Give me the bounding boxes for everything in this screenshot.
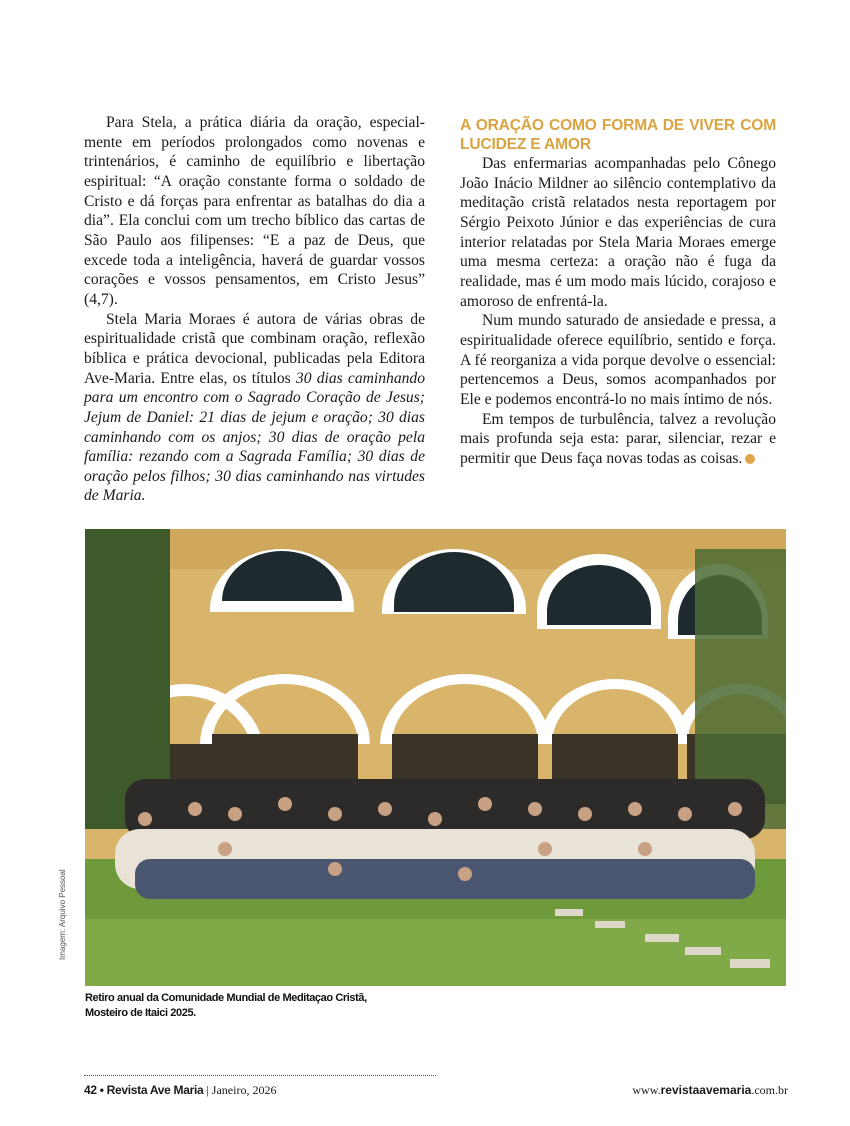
caption-line: Mosteiro de Itaici 2025.: [85, 1007, 196, 1019]
paragraph-text: Stela Maria Moraes é autora de várias obras de espiritualidade cristã que combinam oração, reflexão bíblica e prática devocional, publicadas pela Editora Ave-Maria. Entre elas, os títulos: [84, 310, 425, 387]
footer-divider: [84, 1075, 436, 1076]
url-brand: revistaavemaria: [660, 1083, 752, 1097]
photo-caption: [85, 991, 367, 1021]
magazine-name: Revista Ave Maria: [106, 1083, 204, 1097]
page-number: 42: [84, 1083, 97, 1097]
caption-line: Retiro anual da Comunidade Mundial de Meditaçao Cristã,: [85, 992, 367, 1004]
paragraph: [460, 410, 776, 469]
issue-date: Janeiro, 2026: [211, 1083, 277, 1097]
book-titles: 30 dias caminhando para um encontro com o Sagrado Coração de Jesus; Jejum de Daniel: 21 dias de jejum e oração; 30 dias caminhando com os anjos; 30 dias de oração pela família: rezando com a Sagrada Família; 30 dias de oração pelos filhos; 30 dias caminhando nas virtudes de Maria.: [84, 369, 426, 505]
paragraph-text: Em tempos de turbulência, talvez a revolução mais profunda seja esta: parar, silenciar, rezar e permitir que Deus faça novas todas as coisas.: [460, 410, 776, 467]
paragraph: [84, 310, 425, 507]
right-column: [460, 116, 776, 469]
left-column: [84, 113, 425, 506]
group-photo: [85, 529, 786, 986]
paragraph: Das enfermarias acompanhadas pelo Cônego João Inácio Mildner ao silêncio contemplativo da meditação cristã relatados nesta reportagem por Sérgio Peixoto Júnior e das experiências de cura interior relatadas por Stela Maria Moraes emerge uma mesma certeza: a oração não é fuga da realidade, mas é um modo mais lúcido, corajoso e amoroso de enfrentá-la.: [460, 155, 776, 310]
end-mark-icon: [745, 454, 755, 464]
photo-credit: Imagem: Arquivo Pessoal: [58, 869, 67, 960]
url-suffix: .com.br: [751, 1083, 788, 1097]
paragraph: Num mundo saturado de ansiedade e pressa, a espiritualidade oferece equilíbrio, sentido e força. A fé reorganiza a vida porque devolve o essencial: pertencemos a Deus, somos acompanhados por Ele e podemos encontrá-lo no mais íntimo de nós.: [460, 312, 776, 408]
website-url: [632, 1083, 788, 1098]
section-heading: A ORAÇÃO COMO FORMA DE VIVER COM LUCIDEZ E AMOR: [460, 117, 776, 153]
paragraph: Para Stela, a prática diária da oração, especialmente em períodos prolongados como novenas e trintenários, é caminho de equilíbrio e libertação espiritual: “A oração constante forma o soldado de Cristo e dá forças para enfrentar as batalhas do dia a dia”. Ela conclui com um trecho bíblico das cartas de São Paulo aos filipenses: “E a paz de Deus, que excede toda a inteligência, haverá de guardar vossos corações e vossos pensamentos, em Cristo Jesus” (4,7).: [84, 114, 425, 308]
separator: |: [206, 1083, 209, 1097]
footer-folio: [84, 1083, 276, 1098]
bullet: •: [99, 1083, 104, 1097]
url-prefix: www.: [632, 1083, 661, 1097]
